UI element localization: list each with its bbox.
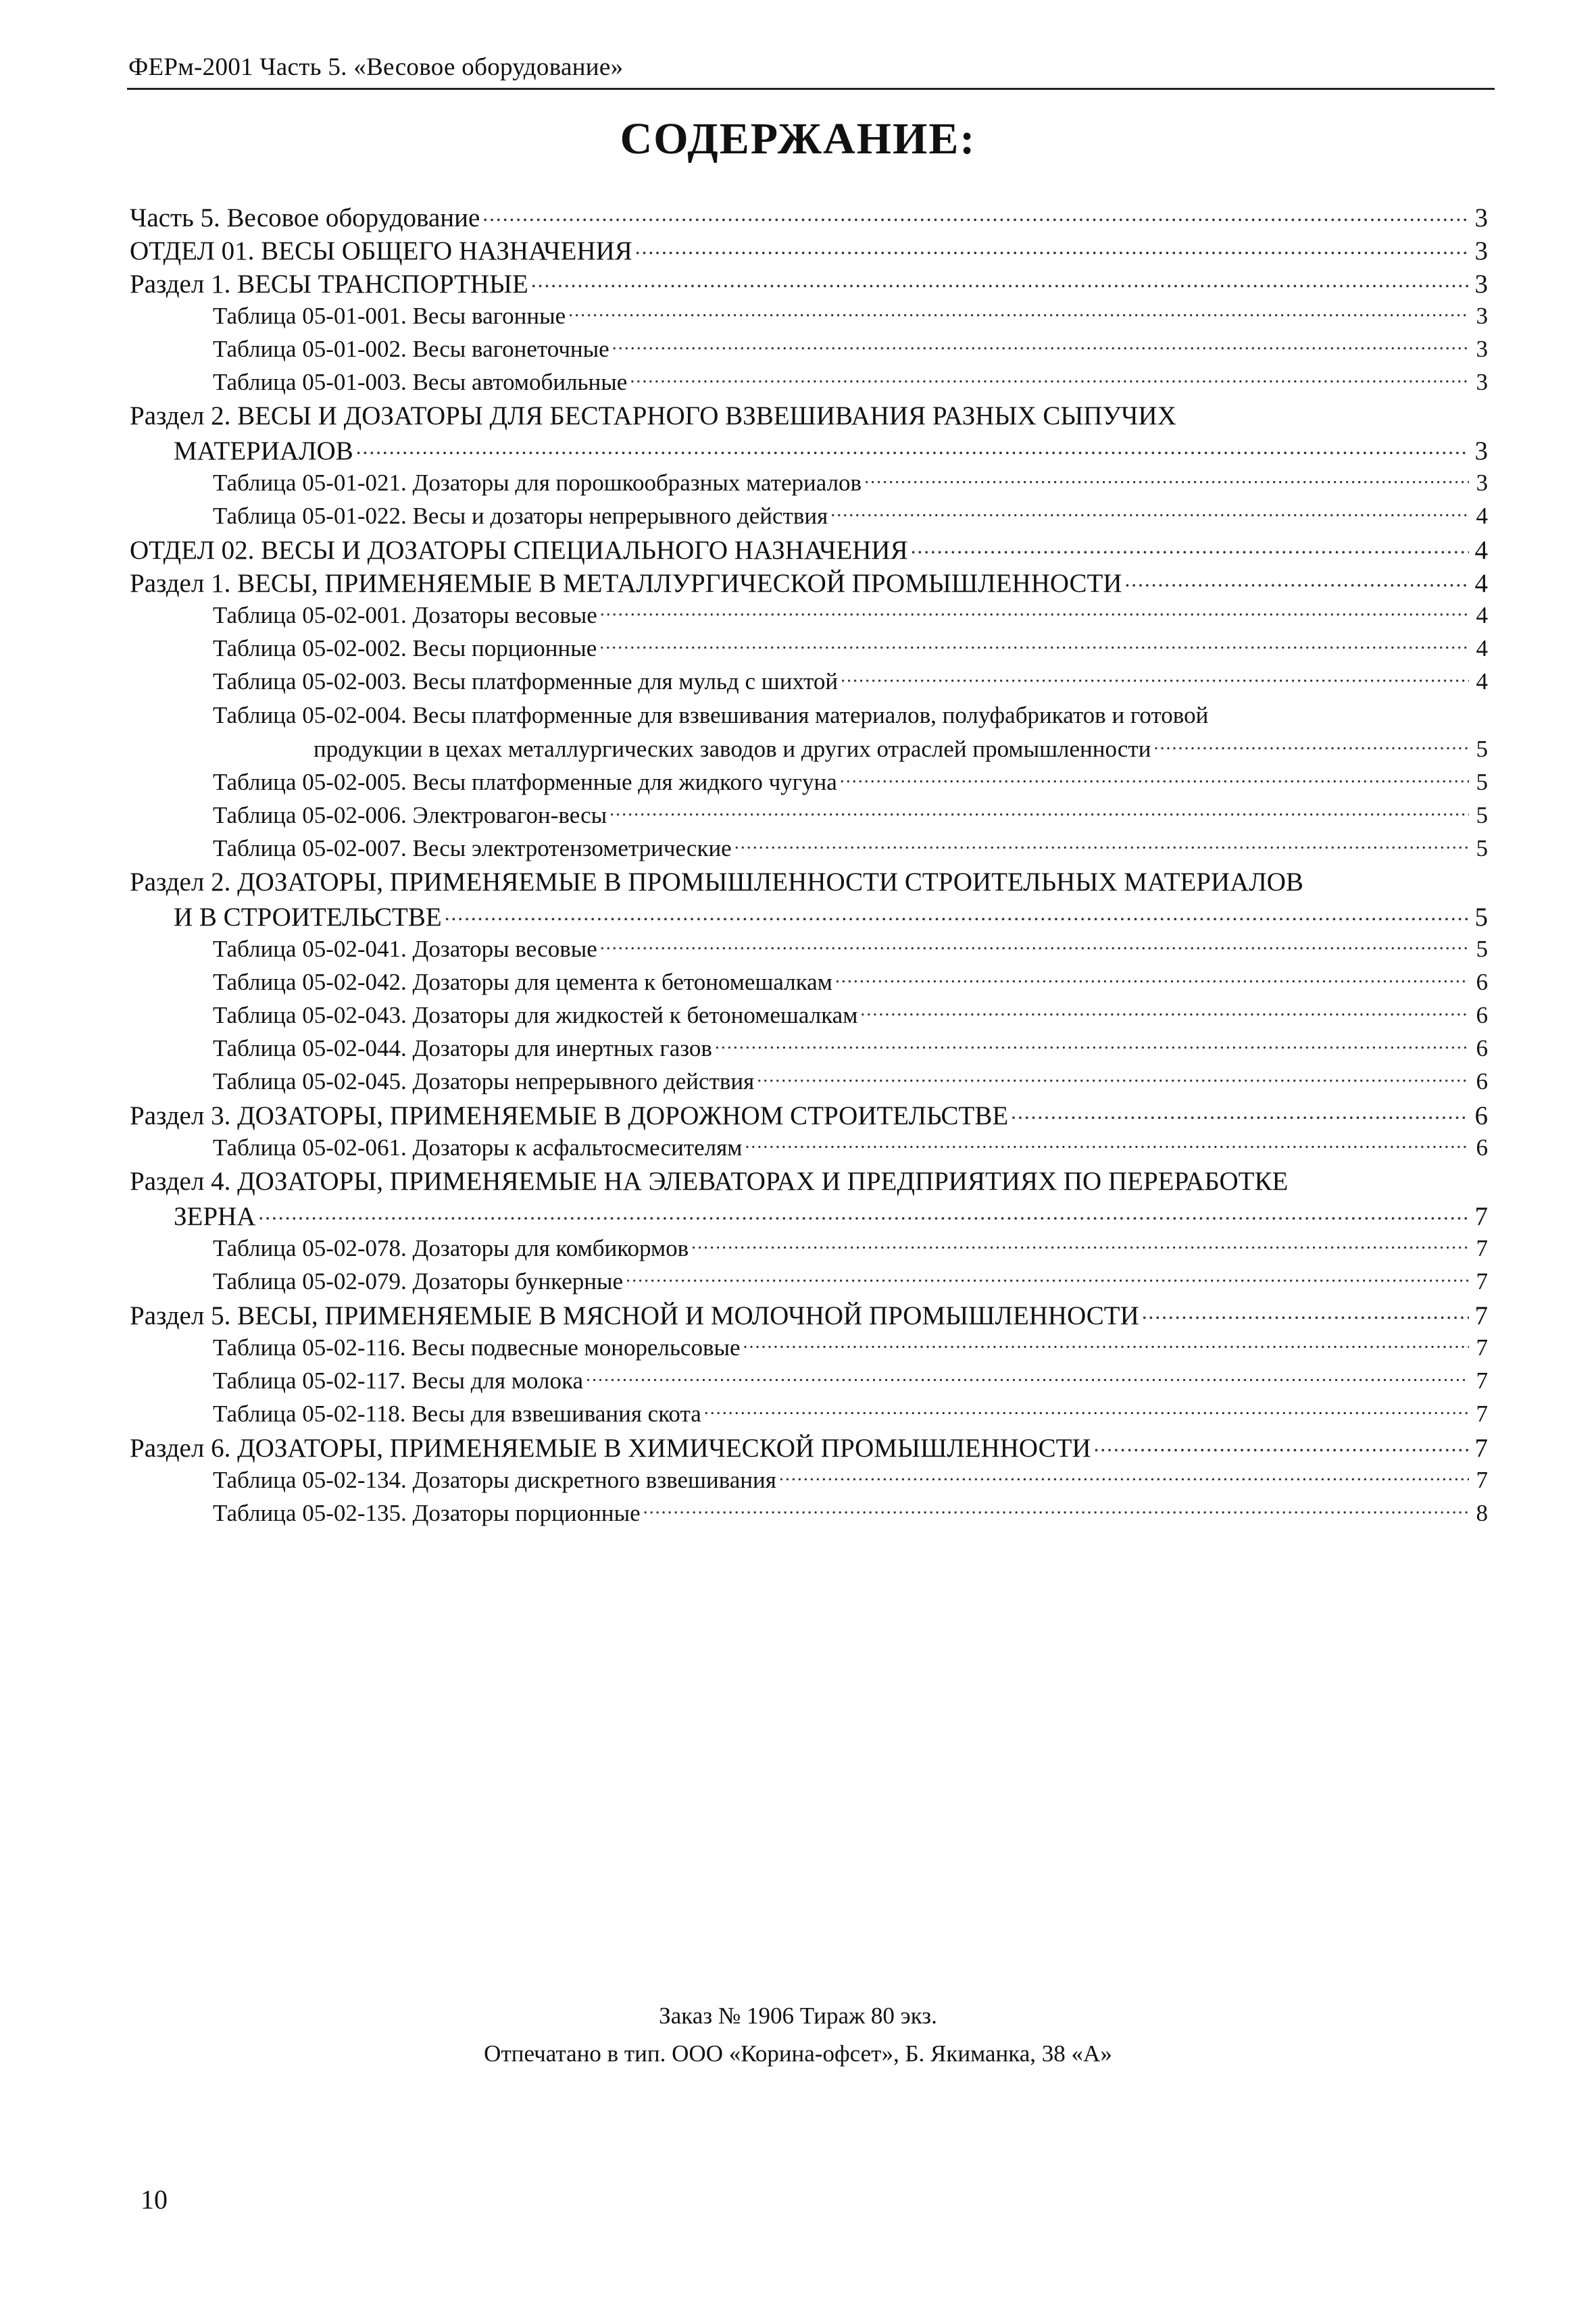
toc-entry-text: Таблица 05-01-001. Весы вагонные [213,303,566,329]
toc-entry [130,1199,1488,1232]
toc-entry [130,433,1488,466]
toc-entry-text: Раздел 5. ВЕСЫ, ПРИМЕНЯЕМЫЕ В МЯСНОЙ И МОЛОЧНОЙ ПРОМЫШЛЕННОСТИ [130,1301,1139,1330]
toc-entry [130,1131,1488,1164]
toc-entry [130,532,1488,565]
toc-entry [130,932,1488,965]
toc-page-number: 7 [1474,1434,1488,1463]
toc-entry [130,1496,1488,1530]
toc-entry [130,765,1488,799]
toc-entry-text: Таблица 05-02-116. Весы подвесные монорельсовые [213,1334,741,1361]
toc-page-number: 3 [1474,270,1488,299]
toc-page-number: 3 [1476,470,1488,496]
page-number: 10 [141,2184,168,2215]
toc-leader-dots [599,632,1469,656]
imprint-printed: Отпечатано в тип. ООО «Корина-офсет», Б. Якиманка, 38 «А» [484,2040,1112,2067]
toc-entry [130,565,1488,599]
toc-entry [130,1032,1488,1065]
toc-leader-dots [704,1398,1469,1422]
toc-entry-text: продукции в цехах металлургических заводов и других отраслей промышленности [314,736,1151,762]
toc-entry-text: Таблица 05-02-041. Дозаторы весовые [213,936,597,962]
toc-leader-dots [745,1132,1469,1155]
toc-leader-dots [482,200,1469,226]
toc-entry [130,1397,1488,1430]
toc-entry [130,266,1488,299]
toc-entry-text: И В СТРОИТЕЛЬСТВЕ [174,903,442,932]
toc-entry-text: Таблица 05-01-021. Дозаторы для порошкообразных материалов [213,470,862,496]
toc-leader-dots [1125,565,1470,592]
toc-entry-text: Таблица 05-02-007. Весы электротензометрические [213,835,732,861]
toc-entry [130,1331,1488,1364]
toc-entry-text: Раздел 6. ДОЗАТОРЫ, ПРИМЕНЯЕМЫЕ В ХИМИЧЕСКОЙ ПРОМЫШЛЕННОСТИ [130,1434,1091,1463]
toc-entry [130,1430,1488,1463]
toc-entry-text: Раздел 2. ВЕСЫ И ДОЗАТОРЫ ДЛЯ БЕСТАРНОГО ВЗВЕШИВАНИЯ РАЗНЫХ СЫПУЧИХ [130,401,1176,430]
toc-entry [130,399,1488,433]
toc-leader-dots [1094,1430,1469,1457]
toc-entry-text: Таблица 05-02-043. Дозаторы для жидкостей к бетономешалкам [213,1002,858,1028]
toc-page-number: 5 [1476,936,1488,962]
toc-entry-text: Раздел 2. ДОЗАТОРЫ, ПРИМЕНЯЕМЫЕ В ПРОМЫШЛЕННОСТИ СТРОИТЕЛЬНЫХ МАТЕРИАЛОВ [130,867,1303,897]
toc-leader-dots [1142,1298,1469,1324]
toc-entry-text: ЗЕРНА [174,1202,256,1231]
toc-entry-text: Таблица 05-01-002. Весы вагонеточные [213,336,609,362]
toc-leader-dots [715,1032,1469,1056]
toc-leader-dots [835,966,1469,990]
toc-entry [130,1065,1488,1098]
toc-entry [130,799,1488,832]
toc-entry-text: Таблица 05-01-022. Весы и дозаторы непрерывного действия [213,503,828,529]
toc-entry-text: Таблица 05-02-078. Дозаторы для комбикормов [213,1235,689,1261]
header-rule [127,88,1495,90]
toc-page-number: 4 [1476,503,1488,529]
toc-page-number: 5 [1476,769,1488,795]
toc-entry [130,499,1488,532]
toc-page-number: 6 [1474,1101,1488,1130]
toc-leader-dots [600,599,1469,623]
toc-entry-text: Таблица 05-02-042. Дозаторы для цемента к бетономешалкам [213,969,832,995]
toc-entry [130,332,1488,366]
toc-page-number: 6 [1476,1035,1488,1061]
toc-entry [130,732,1488,765]
toc-entry [130,299,1488,332]
toc-entry [130,698,1488,732]
toc-page-number: 4 [1476,668,1488,695]
toc-page-number: 7 [1476,1401,1488,1427]
toc-leader-dots [841,665,1469,689]
toc-entry [130,632,1488,665]
toc-leader-dots [586,1365,1469,1388]
toc-entry [130,965,1488,999]
toc-page-number: 6 [1476,1002,1488,1028]
toc-leader-dots [630,366,1469,390]
toc-entry [130,665,1488,698]
toc-entry [130,1098,1488,1131]
toc-entry-text: Таблица 05-02-134. Дозаторы дискретного взвешивания [213,1467,776,1493]
toc-entry-text: Таблица 05-02-004. Весы платформенные для взвешивания материалов, полуфабрикатов и готовой [213,702,1209,728]
toc-entry-text: ОТДЕЛ 02. ВЕСЫ И ДОЗАТОРЫ СПЕЦИАЛЬНОГО НАЗНАЧЕНИЯ [130,536,908,565]
toc-leader-dots [258,1199,1469,1225]
toc-entry [130,1265,1488,1298]
toc-page-number: 3 [1476,336,1488,362]
toc-entry-text: Таблица 05-02-135. Дозаторы порционные [213,1500,641,1526]
toc-entry [130,366,1488,399]
toc-page-number: 5 [1476,802,1488,828]
toc-leader-dots [1153,733,1469,757]
toc-leader-dots [757,1065,1469,1089]
toc-page-number: 7 [1476,1268,1488,1294]
toc-page-number: 5 [1476,835,1488,861]
toc-entry [130,466,1488,499]
toc-page-number: 3 [1474,436,1488,466]
toc-page-number: 3 [1476,369,1488,395]
toc-leader-dots [568,300,1469,324]
toc-page-number: 7 [1474,1202,1488,1231]
toc-leader-dots [691,1232,1469,1256]
toc-page-number: 7 [1476,1367,1488,1394]
toc-entry [130,233,1488,266]
toc-entry-text: Таблица 05-02-002. Весы порционные [213,635,597,661]
toc-entry [130,599,1488,632]
toc-entry-text: Раздел 3. ДОЗАТОРЫ, ПРИМЕНЯЕМЫЕ В ДОРОЖНОМ СТРОИТЕЛЬСТВЕ [130,1101,1009,1130]
toc-entry-text: МАТЕРИАЛОВ [174,436,353,466]
toc-entry [130,865,1488,899]
toc-entry [130,832,1488,865]
toc-entry [130,1164,1488,1199]
toc-page-number: 4 [1474,536,1488,565]
toc-leader-dots [734,832,1469,856]
toc-entry [130,999,1488,1032]
toc-page-number: 7 [1474,1301,1488,1330]
table-of-contents [130,200,1488,1530]
running-header: ФЕРм-2001 Часть 5. «Весовое оборудование» [128,53,624,81]
toc-entry-text: Таблица 05-02-006. Электровагон-весы [213,802,607,828]
toc-page-number: 7 [1476,1467,1488,1493]
toc-entry [130,1364,1488,1397]
toc-entry-text: Таблица 05-02-079. Дозаторы бункерные [213,1268,624,1294]
toc-entry [130,200,1488,233]
toc-entry-text: Таблица 05-01-003. Весы автомобильные [213,369,628,395]
toc-entry-text: Таблица 05-02-061. Дозаторы к асфальтосмесителям [213,1134,743,1161]
toc-leader-dots [830,500,1469,524]
toc-entry [130,1298,1488,1331]
toc-leader-dots [635,233,1469,259]
toc-leader-dots [840,766,1469,790]
toc-entry-text: Таблица 05-02-118. Весы для взвешивания скота [213,1401,701,1427]
toc-page-number: 5 [1476,736,1488,762]
toc-entry-text: Таблица 05-02-045. Дозаторы непрерывного действия [213,1068,755,1095]
toc-page-number: 3 [1476,303,1488,329]
toc-leader-dots [643,1497,1469,1521]
toc-entry-text: Раздел 1. ВЕСЫ ТРАНСПОРТНЫЕ [130,270,528,299]
toc-entry-text: Таблица 05-02-044. Дозаторы для инертных газов [213,1035,712,1061]
page-title: СОДЕРЖАНИЕ: [620,114,976,164]
toc-page-number: 3 [1474,236,1488,266]
toc-entry-text: Раздел 1. ВЕСЫ, ПРИМЕНЯЕМЫЕ В МЕТАЛЛУРГИЧЕСКОЙ ПРОМЫШЛЕННОСТИ [130,569,1122,598]
toc-leader-dots [445,899,1469,926]
toc-entry [130,1232,1488,1265]
toc-leader-dots [860,999,1469,1023]
toc-page-number: 4 [1474,569,1488,598]
toc-leader-dots [626,1265,1469,1289]
toc-entry [130,899,1488,932]
toc-page-number: 7 [1476,1334,1488,1361]
toc-page-number: 6 [1476,969,1488,995]
toc-leader-dots [743,1332,1469,1355]
toc-leader-dots [609,799,1469,823]
toc-leader-dots [356,433,1469,459]
toc-leader-dots [600,933,1469,957]
toc-entry [130,1463,1488,1496]
toc-page-number: 4 [1476,602,1488,628]
toc-leader-dots [864,467,1469,491]
toc-leader-dots [911,532,1469,559]
toc-leader-dots [1011,1098,1469,1124]
toc-entry-text: Таблица 05-02-003. Весы платформенные для мульд с шихтой [213,668,839,695]
toc-leader-dots [531,266,1469,293]
toc-entry-text: Таблица 05-02-005. Весы платформенные для жидкого чугуна [213,769,837,795]
toc-page-number: 5 [1474,903,1488,932]
toc-page-number: 6 [1476,1068,1488,1095]
toc-entry-text: Раздел 4. ДОЗАТОРЫ, ПРИМЕНЯЕМЫЕ НА ЭЛЕВАТОРАХ И ПРЕДПРИЯТИЯХ ПО ПЕРЕРАБОТКЕ [130,1167,1289,1196]
toc-leader-dots [612,333,1469,357]
toc-entry-text: Таблица 05-02-001. Дозаторы весовые [213,602,597,628]
toc-page-number: 3 [1474,203,1488,232]
toc-entry-text: ОТДЕЛ 01. ВЕСЫ ОБЩЕГО НАЗНАЧЕНИЯ [130,236,632,266]
imprint-order: Заказ № 1906 Тираж 80 экз. [659,2003,937,2029]
toc-page-number: 4 [1476,635,1488,661]
toc-entry-text: Таблица 05-02-117. Весы для молока [213,1367,584,1394]
toc-entry-text: Часть 5. Весовое оборудование [130,203,480,232]
toc-leader-dots [779,1464,1469,1488]
toc-page-number: 8 [1476,1500,1488,1526]
toc-page-number: 6 [1476,1134,1488,1161]
toc-page-number: 7 [1476,1235,1488,1261]
